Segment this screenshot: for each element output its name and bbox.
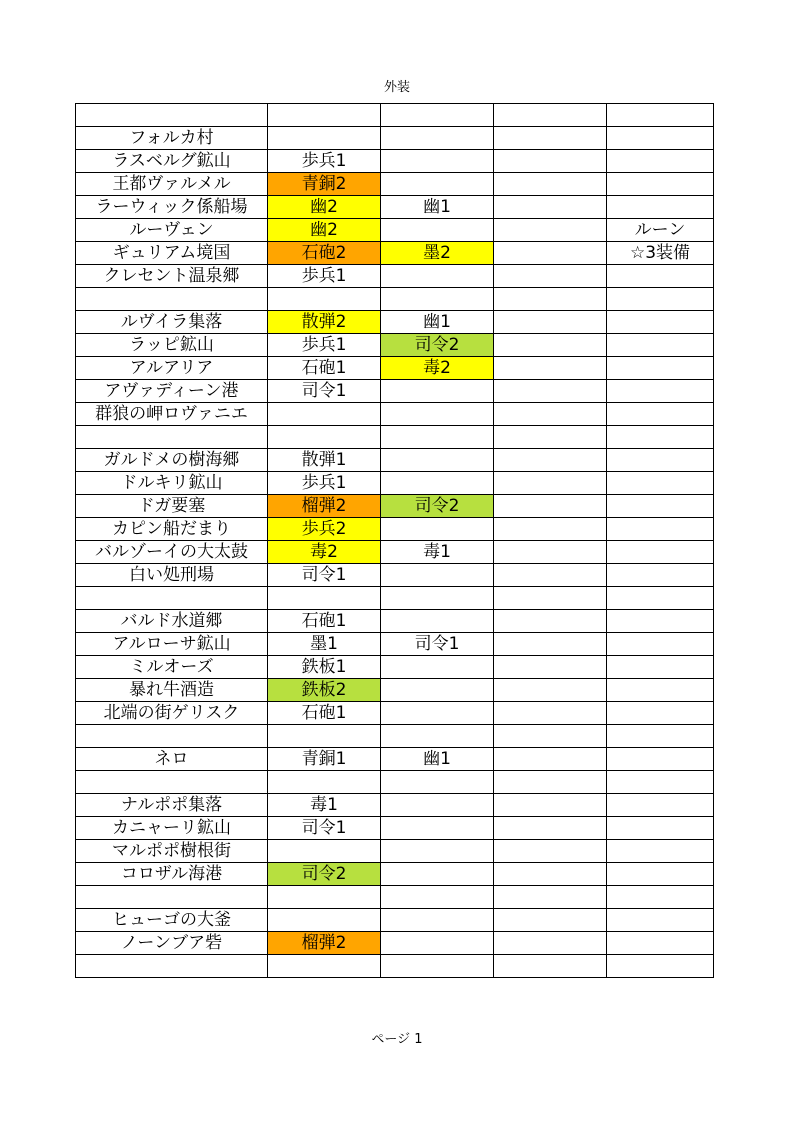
location-cell — [76, 587, 268, 610]
item-cell — [381, 587, 494, 610]
location-cell: バルゾーイの大太鼓 — [76, 541, 268, 564]
location-cell: ドガ要塞 — [76, 495, 268, 518]
item-cell — [268, 403, 381, 426]
item-cell — [607, 610, 714, 633]
item-cell — [381, 403, 494, 426]
item-cell: 歩兵1 — [268, 334, 381, 357]
table-row — [76, 288, 714, 311]
item-cell — [494, 426, 607, 449]
item-cell — [494, 863, 607, 886]
table-row — [76, 311, 714, 334]
item-cell: 毒1 — [381, 541, 494, 564]
item-cell: 司令1 — [268, 564, 381, 587]
item-cell — [268, 955, 381, 978]
item-cell — [494, 679, 607, 702]
item-cell — [607, 403, 714, 426]
table-row — [76, 104, 714, 127]
table-row — [76, 633, 714, 656]
location-cell: 王都ヴァルメル — [76, 173, 268, 196]
item-cell — [494, 725, 607, 748]
item-cell — [494, 334, 607, 357]
item-cell — [494, 219, 607, 242]
location-cell: 白い処刑場 — [76, 564, 268, 587]
item-cell — [494, 104, 607, 127]
item-cell: 鉄板1 — [268, 656, 381, 679]
item-cell: 榴弾2 — [268, 932, 381, 955]
item-cell — [268, 587, 381, 610]
item-cell — [494, 771, 607, 794]
location-cell: ガルドメの樹海郷 — [76, 449, 268, 472]
item-cell — [494, 173, 607, 196]
item-cell — [607, 196, 714, 219]
item-cell: 歩兵2 — [268, 518, 381, 541]
item-cell — [381, 426, 494, 449]
item-cell — [494, 265, 607, 288]
table-row — [76, 955, 714, 978]
location-cell: ラーウィック係船場 — [76, 196, 268, 219]
item-cell — [494, 817, 607, 840]
item-cell: 石砲1 — [268, 357, 381, 380]
location-cell: ギュリアム境国 — [76, 242, 268, 265]
item-cell — [607, 817, 714, 840]
table-row — [76, 403, 714, 426]
item-cell — [494, 564, 607, 587]
item-cell: 司令2 — [381, 495, 494, 518]
table-row — [76, 334, 714, 357]
location-cell: 群狼の岬ロヴァニエ — [76, 403, 268, 426]
table-row — [76, 380, 714, 403]
table-row — [76, 771, 714, 794]
item-cell — [268, 426, 381, 449]
table-row — [76, 610, 714, 633]
item-cell — [381, 909, 494, 932]
table-row — [76, 817, 714, 840]
table-row — [76, 541, 714, 564]
location-cell — [76, 725, 268, 748]
location-cell: ヒューゴの大釜 — [76, 909, 268, 932]
item-cell — [607, 334, 714, 357]
item-cell: 散弾1 — [268, 449, 381, 472]
item-cell: 石砲1 — [268, 702, 381, 725]
item-cell: 石砲1 — [268, 610, 381, 633]
item-cell — [381, 886, 494, 909]
location-cell — [76, 288, 268, 311]
location-cell: アルローサ鉱山 — [76, 633, 268, 656]
item-cell: 墨2 — [381, 242, 494, 265]
item-cell — [381, 794, 494, 817]
location-cell: アルアリア — [76, 357, 268, 380]
item-cell — [494, 656, 607, 679]
item-cell — [381, 955, 494, 978]
item-cell — [494, 518, 607, 541]
item-cell: 鉄板2 — [268, 679, 381, 702]
item-cell — [607, 173, 714, 196]
item-cell — [494, 449, 607, 472]
location-cell: カピン船だまり — [76, 518, 268, 541]
spreadsheet-table — [75, 103, 714, 978]
location-cell — [76, 955, 268, 978]
location-cell: ラッピ鉱山 — [76, 334, 268, 357]
item-cell: 歩兵1 — [268, 472, 381, 495]
table-row — [76, 127, 714, 150]
item-cell — [607, 541, 714, 564]
location-cell: クレセント温泉郷 — [76, 265, 268, 288]
item-cell: 幽1 — [381, 311, 494, 334]
table-row — [76, 265, 714, 288]
item-cell: 墨1 — [268, 633, 381, 656]
item-cell — [494, 357, 607, 380]
location-cell: ネロ — [76, 748, 268, 771]
location-cell: カニャーリ鉱山 — [76, 817, 268, 840]
table-row — [76, 587, 714, 610]
item-cell — [268, 909, 381, 932]
item-cell — [268, 771, 381, 794]
item-cell — [494, 472, 607, 495]
item-cell: 幽2 — [268, 196, 381, 219]
item-cell — [494, 702, 607, 725]
item-cell — [494, 633, 607, 656]
table-row — [76, 886, 714, 909]
item-cell — [607, 518, 714, 541]
item-cell — [494, 955, 607, 978]
item-cell: 榴弾2 — [268, 495, 381, 518]
item-cell: 司令2 — [381, 334, 494, 357]
item-cell — [607, 863, 714, 886]
table-row — [76, 150, 714, 173]
location-cell: ルーヴェン — [76, 219, 268, 242]
item-cell: 毒2 — [381, 357, 494, 380]
item-cell — [607, 932, 714, 955]
item-cell: 毒1 — [268, 794, 381, 817]
location-cell: バルド水道郷 — [76, 610, 268, 633]
item-cell — [381, 702, 494, 725]
table-row — [76, 794, 714, 817]
table-row — [76, 242, 714, 265]
item-cell: 司令1 — [268, 380, 381, 403]
table-row — [76, 840, 714, 863]
table-row — [76, 679, 714, 702]
item-cell: 歩兵1 — [268, 265, 381, 288]
item-cell — [607, 104, 714, 127]
item-cell — [494, 380, 607, 403]
item-cell — [607, 127, 714, 150]
location-cell: コロザル海港 — [76, 863, 268, 886]
item-cell — [381, 150, 494, 173]
item-cell — [381, 679, 494, 702]
item-cell — [494, 541, 607, 564]
location-cell — [76, 426, 268, 449]
item-cell — [607, 909, 714, 932]
item-cell — [607, 702, 714, 725]
location-cell — [76, 104, 268, 127]
item-cell — [494, 495, 607, 518]
item-cell — [381, 127, 494, 150]
item-cell — [381, 932, 494, 955]
location-cell: ノーンブア砦 — [76, 932, 268, 955]
item-cell — [607, 265, 714, 288]
item-cell — [268, 886, 381, 909]
item-cell — [381, 817, 494, 840]
location-cell: ドルキリ鉱山 — [76, 472, 268, 495]
item-cell — [494, 150, 607, 173]
table-row — [76, 863, 714, 886]
item-cell — [607, 794, 714, 817]
table-row — [76, 495, 714, 518]
item-cell — [381, 564, 494, 587]
location-cell: アヴァディーン港 — [76, 380, 268, 403]
item-cell — [381, 288, 494, 311]
table-row — [76, 449, 714, 472]
item-cell — [607, 748, 714, 771]
item-cell — [494, 288, 607, 311]
item-cell: 青銅2 — [268, 173, 381, 196]
item-cell — [494, 909, 607, 932]
item-cell: 散弾2 — [268, 311, 381, 334]
item-cell — [268, 104, 381, 127]
location-cell — [76, 886, 268, 909]
item-cell — [381, 219, 494, 242]
item-cell — [494, 610, 607, 633]
table-row — [76, 748, 714, 771]
item-cell — [381, 449, 494, 472]
item-cell — [607, 840, 714, 863]
item-cell — [381, 771, 494, 794]
table-row — [76, 656, 714, 679]
location-cell: マルポポ樹根街 — [76, 840, 268, 863]
item-cell — [381, 840, 494, 863]
item-cell — [607, 955, 714, 978]
location-cell: ルヴイラ集落 — [76, 311, 268, 334]
table-row — [76, 564, 714, 587]
location-cell: ミルオーズ — [76, 656, 268, 679]
item-cell — [381, 380, 494, 403]
item-cell — [494, 587, 607, 610]
item-cell — [607, 357, 714, 380]
location-cell: フォルカ村 — [76, 127, 268, 150]
page-footer: ページ 1 — [371, 1032, 423, 1047]
item-cell — [381, 863, 494, 886]
item-cell: 幽1 — [381, 748, 494, 771]
item-cell — [381, 104, 494, 127]
table-row — [76, 357, 714, 380]
location-cell — [76, 771, 268, 794]
item-cell: 幽2 — [268, 219, 381, 242]
item-cell — [381, 518, 494, 541]
item-cell — [607, 564, 714, 587]
table-row — [76, 426, 714, 449]
item-cell — [381, 725, 494, 748]
item-cell — [381, 610, 494, 633]
item-cell: 石砲2 — [268, 242, 381, 265]
item-cell: 司令1 — [268, 817, 381, 840]
table-row — [76, 196, 714, 219]
location-cell: ラスベルグ鉱山 — [76, 150, 268, 173]
page-header: 外装 — [383, 80, 410, 95]
location-cell: ナルポポ集落 — [76, 794, 268, 817]
item-cell — [268, 840, 381, 863]
item-cell — [494, 840, 607, 863]
item-cell — [607, 679, 714, 702]
item-cell — [268, 725, 381, 748]
item-cell: ☆3装備 — [607, 242, 714, 265]
item-cell: 青銅1 — [268, 748, 381, 771]
item-cell — [607, 771, 714, 794]
item-cell — [381, 472, 494, 495]
item-cell — [607, 587, 714, 610]
item-cell — [607, 449, 714, 472]
location-cell: 暴れ牛酒造 — [76, 679, 268, 702]
item-cell — [268, 127, 381, 150]
item-cell — [607, 886, 714, 909]
item-cell — [494, 311, 607, 334]
item-cell: 司令2 — [268, 863, 381, 886]
item-cell — [381, 173, 494, 196]
table-row — [76, 702, 714, 725]
table-row — [76, 932, 714, 955]
table-row — [76, 472, 714, 495]
item-cell — [494, 886, 607, 909]
item-cell — [607, 150, 714, 173]
item-cell — [381, 656, 494, 679]
item-cell — [494, 403, 607, 426]
item-cell — [607, 725, 714, 748]
item-cell — [607, 472, 714, 495]
item-cell — [607, 633, 714, 656]
item-cell: 司令1 — [381, 633, 494, 656]
table-row — [76, 909, 714, 932]
table-row — [76, 173, 714, 196]
item-cell — [607, 380, 714, 403]
item-cell — [381, 265, 494, 288]
table-row — [76, 518, 714, 541]
item-cell — [607, 426, 714, 449]
item-cell: ルーン — [607, 219, 714, 242]
item-cell — [494, 196, 607, 219]
item-cell: 毒2 — [268, 541, 381, 564]
item-cell — [607, 495, 714, 518]
item-cell — [494, 932, 607, 955]
item-cell — [268, 288, 381, 311]
item-cell — [494, 748, 607, 771]
item-cell — [494, 794, 607, 817]
item-cell: 歩兵1 — [268, 150, 381, 173]
item-cell — [607, 656, 714, 679]
item-cell — [494, 242, 607, 265]
item-cell — [607, 288, 714, 311]
table-row — [76, 219, 714, 242]
item-cell — [607, 311, 714, 334]
table-row — [76, 725, 714, 748]
item-cell: 幽1 — [381, 196, 494, 219]
item-cell — [494, 127, 607, 150]
location-cell: 北端の街ゲリスク — [76, 702, 268, 725]
